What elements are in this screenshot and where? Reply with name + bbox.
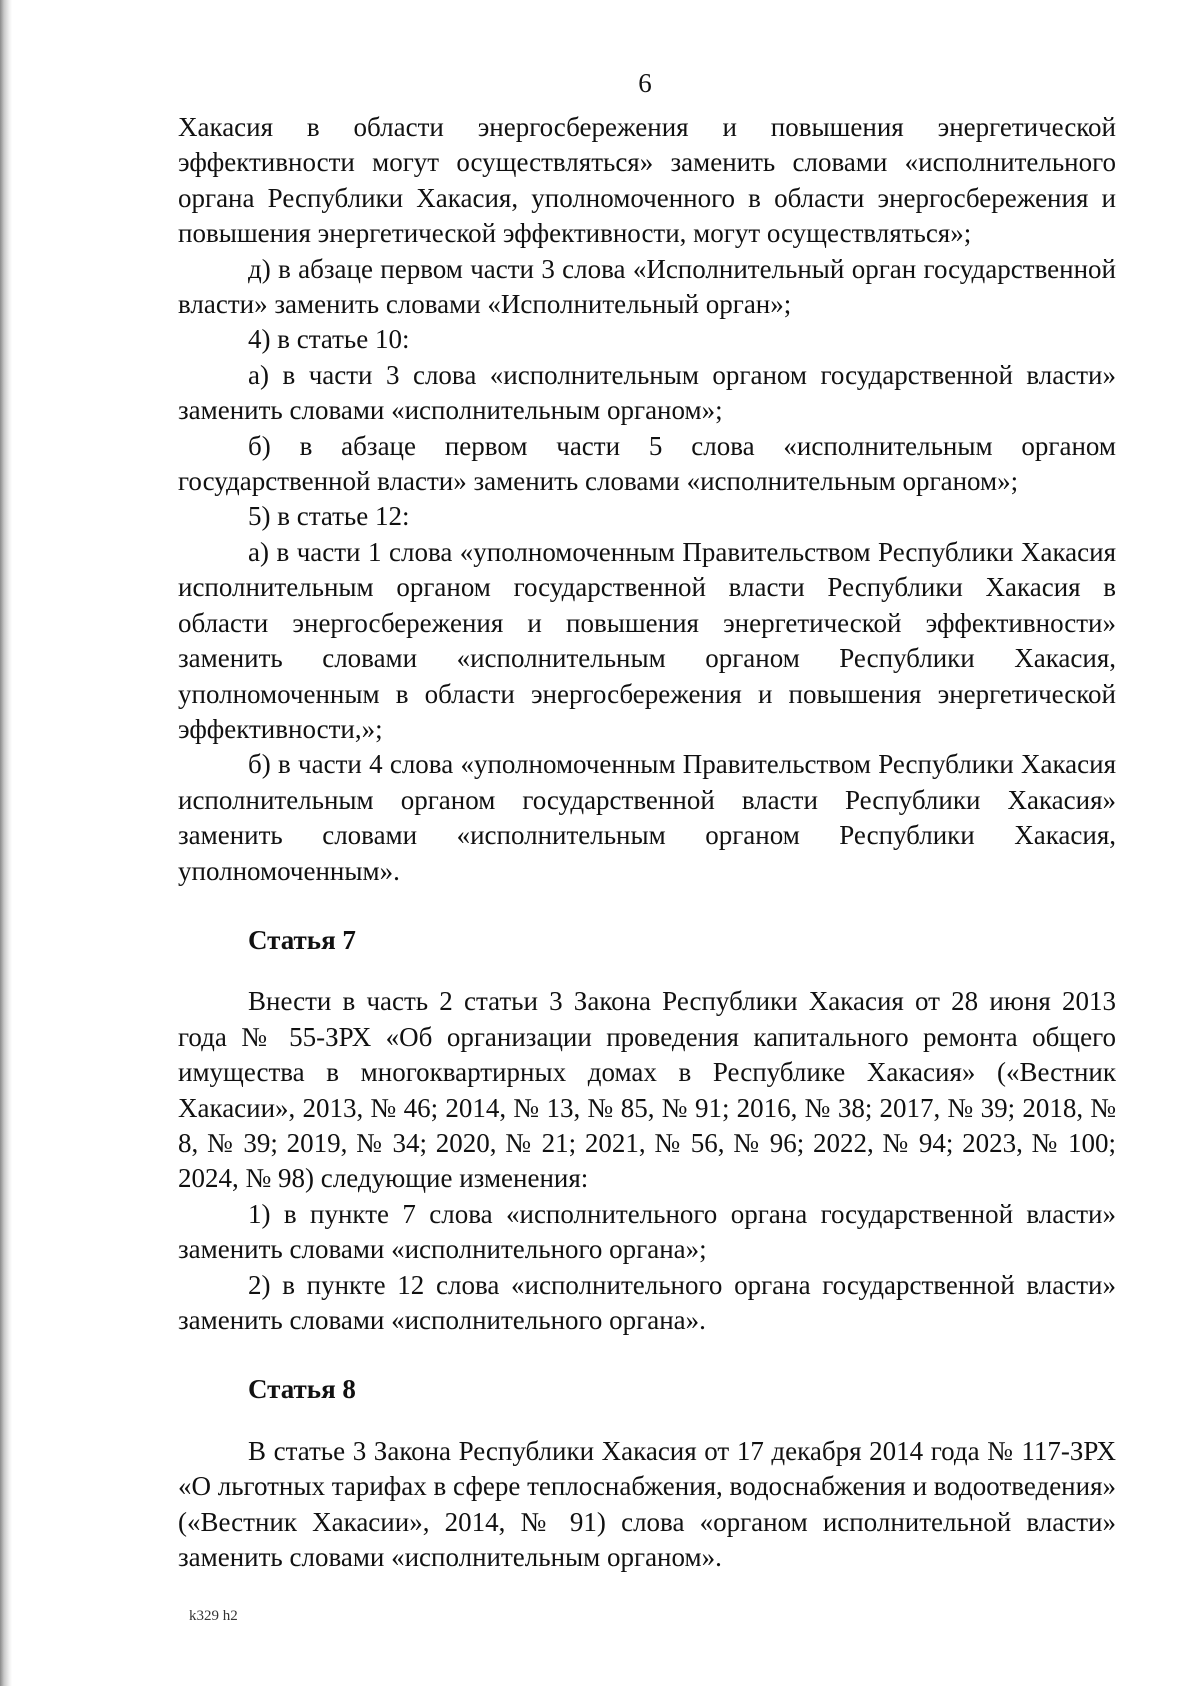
article-7-intro: Внести в часть 2 статьи 3 Закона Республики Хакасия от 28 июня 2013 года № 55-ЗРХ «Об организации проведения капитального ремонта общего имущества в многоквартирных домах в Республике Хакасия» («Вестник Хакасии», 2013, № 46; 2014, № 13, № 85, № 91; 2016, № 38; 2017, № 39; 2018, № 8, № 39; 2019, № 34; 2020, № 21; 2021, № 56, № 96; 2022, № 94; 2023, № 100; 2024, № 98) следующие изменения: [178,986,1116,1194]
paragraph-continuation: Хакасия в области энергосбережения и повышения энергетической эффективности могут осуществляться» заменить словами «исполнительного органа Республики Хакасия, уполномоченного в области энергосбережения и повышения энергетической эффективности, могут осуществляться»; [178,112,1116,249]
document-body [178,110,1116,1575]
scan-edge-shadow [0,0,12,1686]
paragraph-item-5a: а) в части 1 слова «уполномоченным Правительством Республики Хакасия исполнительным органом государственной власти Республики Хакасия в области энергосбережения и повышения энергетической эффективности» заменить словами «исполнительным органом Республики Хакасия, уполномоченным в области энергосбережения и повышения энергетической эффективности,»; [178,536,1116,744]
paragraph-item-d: д) в абзаце первом части 3 слова «Исполнительный орган государственной власти» заменить словами «Исполнительный орган»; [178,253,1116,320]
paragraph-item-4a: а) в части 3 слова «исполнительным органом государственной власти» заменить словами «исполнительным органом»; [178,359,1116,426]
paragraph-item-5: 5) в статье 12: [248,501,410,532]
paragraph-item-4b: б) в абзаце первом части 5 слова «исполнительным органом государственной власти» заменить словами «исполнительным органом»; [178,430,1116,497]
footer-document-code: k329 h2 [189,1608,238,1624]
page-number: 6 [638,68,652,98]
article-8-heading: Статья 8 [248,1374,356,1405]
article-7-item-2: 2) в пункте 12 слова «исполнительного органа государственной власти» заменить словами «исполнительного органа». [178,1269,1116,1335]
article-8-text: В статье 3 Закона Республики Хакасия от 17 декабря 2014 года № 117-ЗРХ «О льготных тарифах в сфере теплоснабжения, водоснабжения и водоотведения» («Вестник Хакасии», 2014, № 91) слова «органом исполнительной власти» заменить словами «исполнительным органом». [178,1435,1116,1573]
article-7-item-1: 1) в пункте 7 слова «исполнительного органа государственной власти» заменить словами «исполнительного органа»; [178,1198,1116,1265]
paragraph-item-5b: б) в части 4 слова «уполномоченным Правительством Республики Хакасия исполнительным органом государственной власти Республики Хакасия» заменить словами «исполнительным органом Республики Хакасия, уполномоченным». [178,749,1116,886]
article-7-heading: Статья 7 [248,924,356,955]
paragraph-item-4: 4) в статье 10: [248,324,410,355]
